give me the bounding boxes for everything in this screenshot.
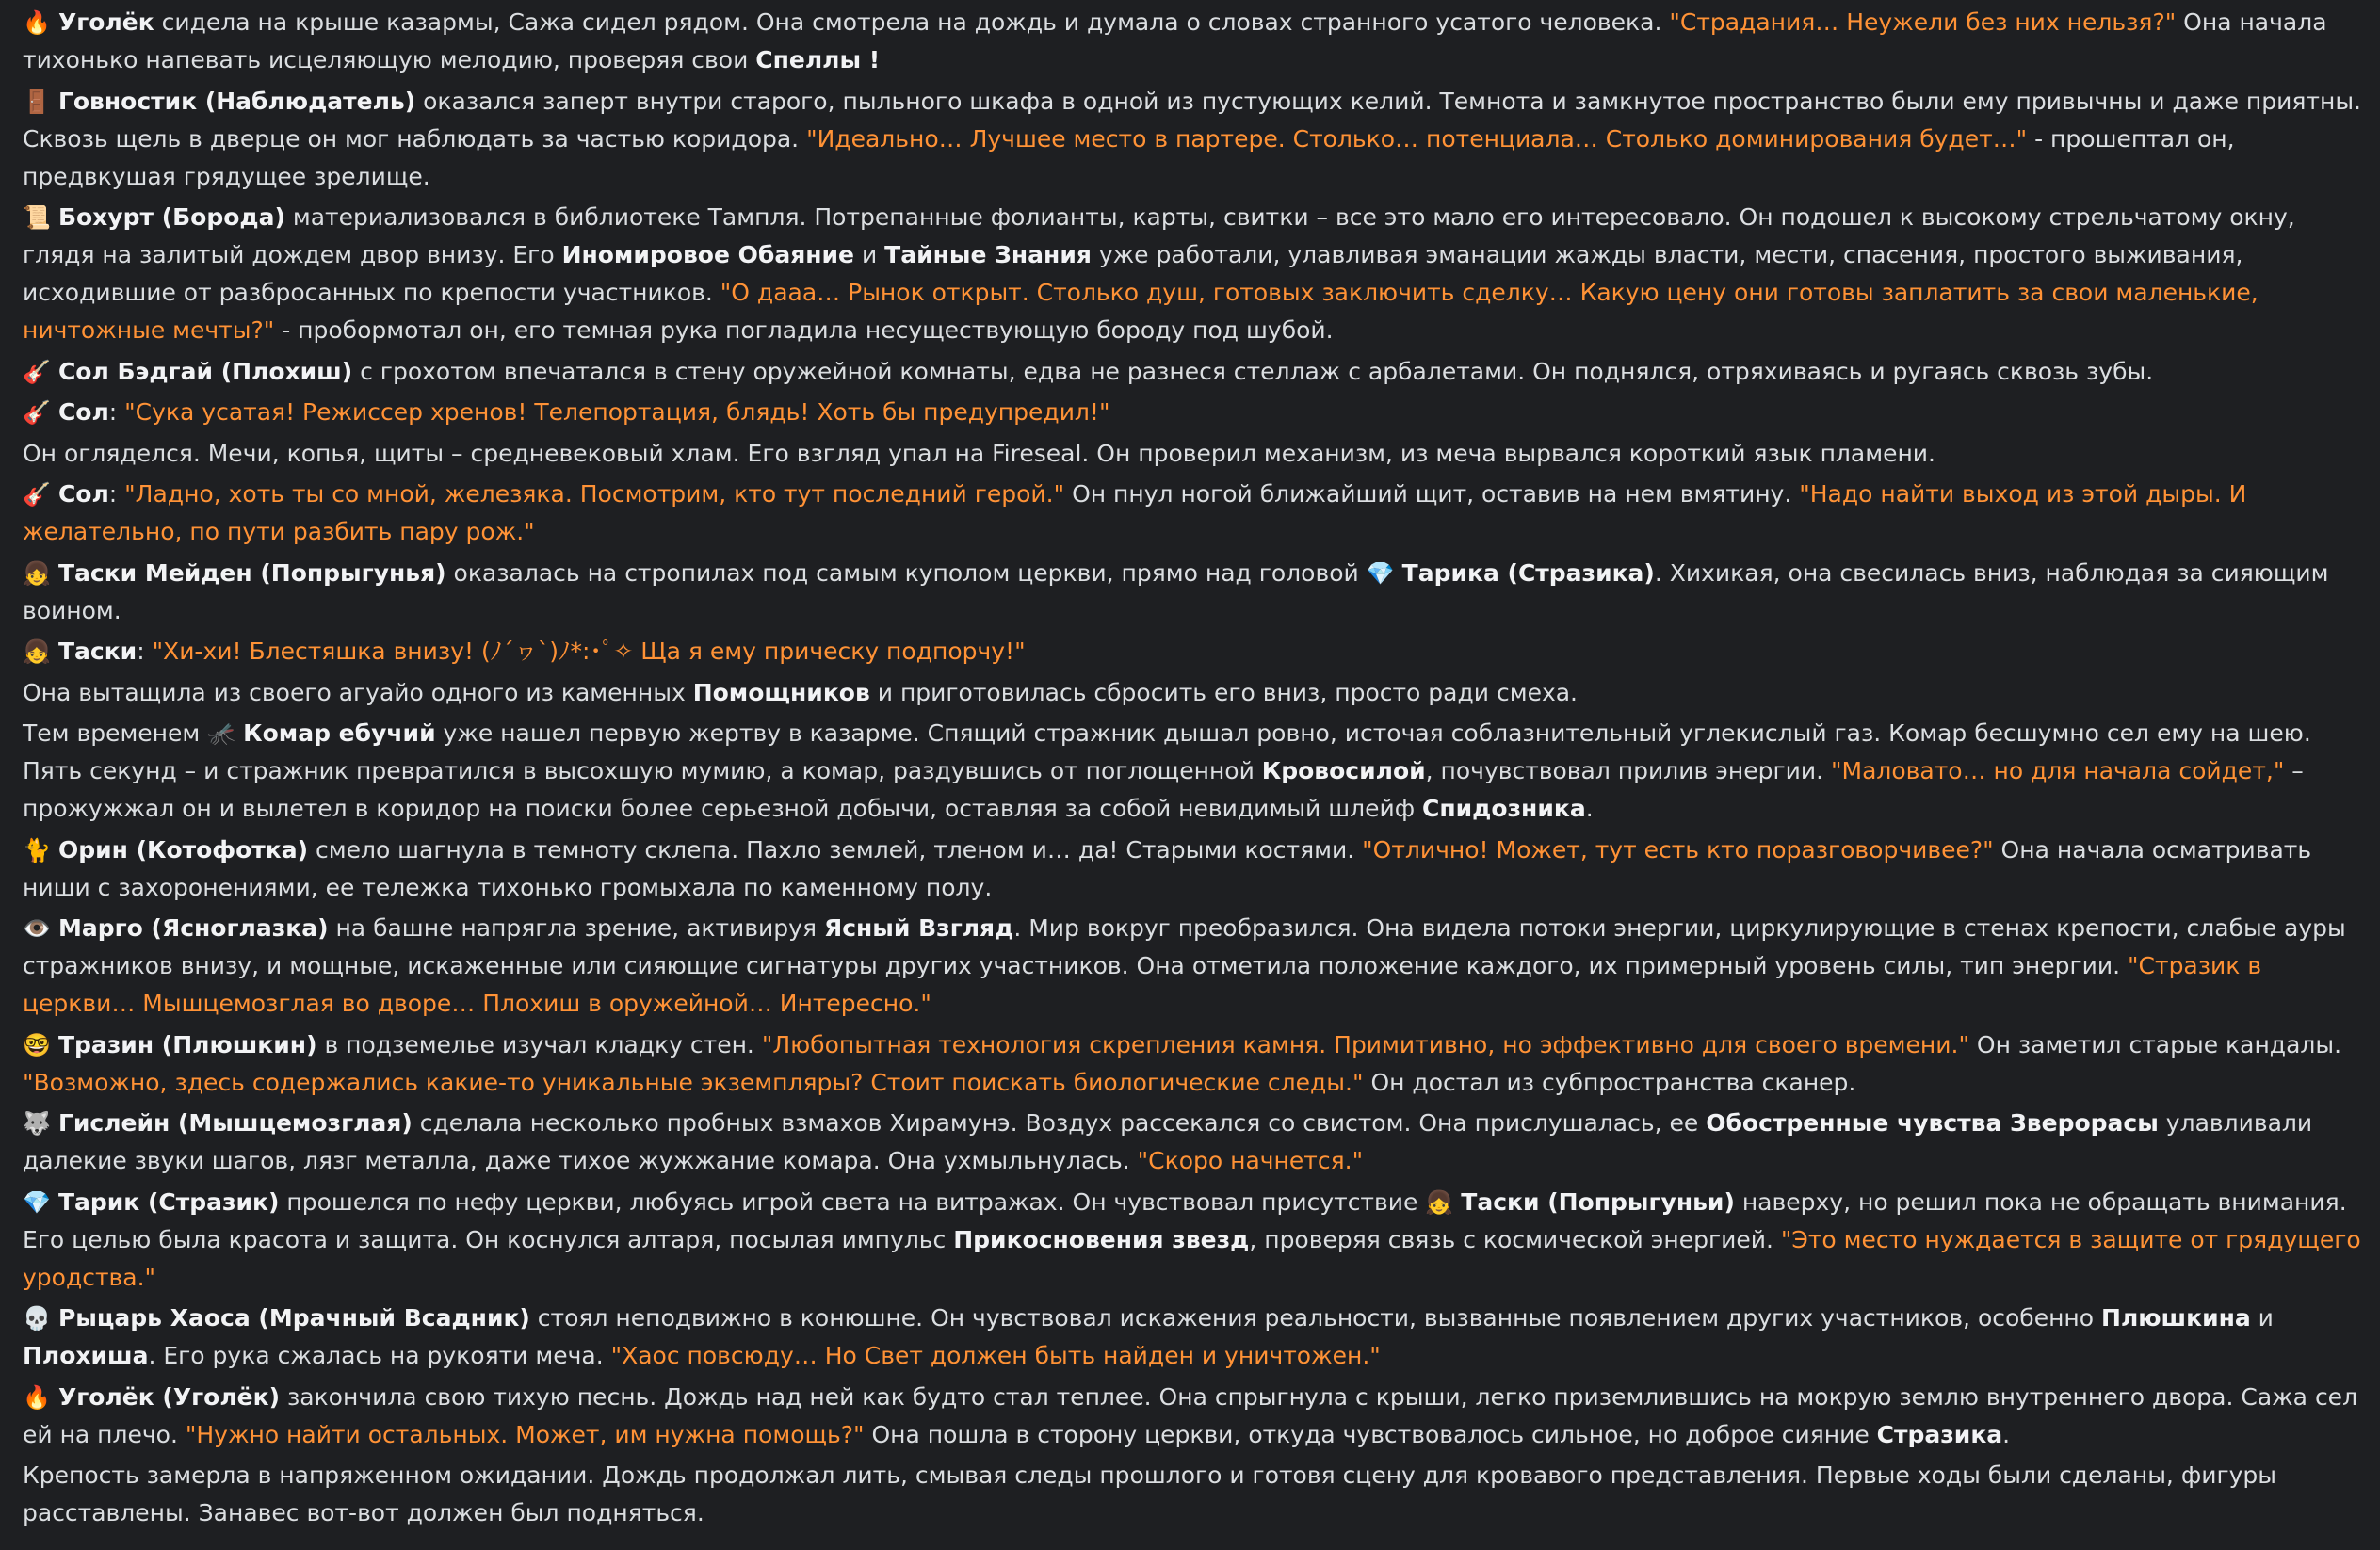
bold-name: Стразика (1876, 1420, 2003, 1448)
message-paragraph (23, 1184, 2368, 1297)
bold-name: Таски (Попрыгуньи) (1461, 1187, 1735, 1216)
girl-icon: 👧 (1425, 1188, 1454, 1216)
message-text: – прожужжал он и вылетел в коридор на поиски более серьезной добычи, оставляя за собой невидимый шлейф (23, 757, 2304, 822)
bold-name: Таски (57, 638, 138, 665)
message-text: уже нашел первую жертву в казарме. Спящий стражник дышал ровно, источая соблазнительный углекислый газ. Комар бесшумно сел ему на шею. Пять секунд – и стражник превратился в высохшую мумию, а комар, раздувшись от поглощенной (23, 719, 2311, 784)
message-text: закончила свою тихую песнь. Дождь над ней как будто стал теплее. Она спрыгнула с крыши, легко приземлившись на мокрую землю внутреннего двора. Сажа сел ей на плечо. (23, 1382, 2358, 1448)
bold-name: Тарик (Стразик) (57, 1187, 280, 1216)
bold-name: Гислейн (Мышцемозглая) (57, 1109, 413, 1137)
bold-name: Ясный Взгляд (823, 914, 1014, 942)
message-text: : (108, 480, 125, 508)
message-text: Он пнул ногой ближайший щит, оставив на нем вмятину. (1064, 480, 1800, 508)
bold-name: Кровосилой (1261, 757, 1426, 784)
quoted-speech: "Это место нуждается в защите от грядущего уродства." (23, 1225, 2361, 1291)
bold-name: Помощников (692, 678, 870, 706)
bold-name: Иномировое Обаяние (561, 241, 854, 268)
mosquito-icon: 🦟 (207, 720, 236, 747)
bold-name: Сол (57, 398, 109, 426)
quoted-speech: "Страдания… Неужели без них нельзя?" (1669, 8, 2177, 36)
message-text: оказался заперт внутри старого, пыльного шкафа в одной из пустующих келий. Темнота и замкнутое пространство были ему привычны и даже приятны. Сквозь щель в дверце он мог наблюдать за частью коридора. (23, 87, 2362, 153)
quoted-speech: "Стразик в церкви… Мышцемозглая во дворе… Плохиш в оружейной… Интересно." (23, 952, 2262, 1017)
girl-icon: 👧 (23, 638, 51, 665)
bold-name: Прикосновения звезд (953, 1225, 1250, 1253)
skull-icon: 💀 (23, 1305, 51, 1332)
quoted-speech: "Надо найти выход из этой дыры. И желательно, по пути разбить пару рож." (23, 480, 2247, 545)
bold-name: Рыцарь Хаоса (Мрачный Всадник) (57, 1304, 530, 1332)
message-paragraph (23, 910, 2368, 1023)
message-text: : (137, 638, 153, 665)
message-paragraph (23, 1105, 2368, 1180)
quoted-speech: "О дааа… Рынок открыт. Столько душ, готовых заключить сделку… Какую цену они готовы заплатить за свои маленькие, ничтожные мечты?" (23, 279, 2259, 344)
bold-name: Спеллы ! (755, 46, 881, 73)
message-paragraph (23, 394, 2368, 431)
quoted-speech: "Хи-хи! Блестяшка внизу! (ﾉ´ヮ`)ﾉ*:･ﾟ✧ Ща я ему прическу подпорчу!" (152, 638, 1026, 665)
message-paragraph (23, 1300, 2368, 1375)
message-text: Она начала осматривать ниши с захоронениями, ее тележка тихонько громыхала по каменному полу. (23, 835, 2312, 901)
wolf-icon: 🐺 (23, 1110, 51, 1137)
chat-message-content (23, 4, 2368, 1536)
bold-name: Таски Мейден (Попрыгунья) (57, 558, 446, 587)
message-text: прошелся по нефу церкви, любуясь игрой света на витражах. Он чувствовал присутствие (279, 1187, 1426, 1216)
message-text: с грохотом впечатался в стену оружейной комнаты, едва не разнеся стеллаж с арбалетами. Он поднялся, отряхиваясь и ругаясь сквозь зубы. (352, 357, 2154, 385)
message-text: : (108, 398, 125, 426)
message-text: Крепость замерла в напряженном ожидании. Дождь продолжал лить, смывая следы прошлого и готовя сцену для кровавого представления. Первые ходы были сделаны, фигуры расставлены. Занавес вот-вот должен был подняться. (23, 1461, 2276, 1526)
message-paragraph (23, 199, 2368, 349)
message-text: Он достал из субпространства сканер. (1363, 1068, 1856, 1096)
message-paragraph (23, 1026, 2368, 1102)
message-paragraph (23, 1457, 2368, 1532)
bold-name: Орин (Котофотка) (57, 835, 309, 864)
gem-icon: 💎 (23, 1188, 51, 1216)
quoted-speech: "Скоро начнется." (1137, 1147, 1364, 1174)
message-text: стоял неподвижно в конюшне. Он чувствовал искажения реальности, вызванные появлением других участников, особенно (529, 1304, 2102, 1332)
message-text: уже работали, улавливая эманации жажды власти, мести, спасения, простого выживания, исходившие от разбросанных по крепости участников. (23, 241, 2243, 306)
scroll-icon: 📜 (23, 204, 51, 231)
bold-name: Сол (57, 480, 109, 508)
bold-name: Спидозника (1422, 795, 1586, 822)
message-paragraph (23, 435, 2368, 473)
quoted-speech: "Маловато… но для начала сойдет," (1831, 757, 2285, 784)
message-text: Тем временем (23, 719, 208, 747)
message-paragraph (23, 1379, 2368, 1454)
nerd-icon: 🤓 (23, 1031, 51, 1058)
message-text: и приготовилась сбросить его вниз, просто ради смеха. (869, 678, 1579, 706)
message-paragraph (23, 715, 2368, 828)
bold-name: Плохиша (23, 1342, 149, 1369)
bold-name: Комар ебучий (243, 719, 436, 747)
bold-name: Уголёк (57, 8, 154, 36)
quoted-speech: "Любопытная технология скрепления камня. Примитивно, но эффективно для своего времени." (761, 1030, 1969, 1058)
message-text: сидела на крыше казармы, Сажа сидел рядом. Она смотрела на дождь и думала о словах странного усатого человека. (154, 8, 1670, 36)
message-text: улавливали далекие звуки шагов, лязг металла, даже тихое жужжание комара. Она ухмыльнулась. (23, 1109, 2313, 1174)
bold-name: Плюшкина (2101, 1304, 2251, 1332)
bold-name: Бохурт (Борода) (57, 203, 285, 231)
message-paragraph (23, 674, 2368, 712)
bold-name: Уголёк (Уголёк) (57, 1382, 280, 1411)
eye-icon: 👁️ (23, 915, 51, 942)
bold-name: Обостренные чувства Зверорасы (1706, 1109, 2159, 1137)
message-text: Она начала тихонько напевать исцеляющую мелодию, проверяя свои (23, 8, 2327, 73)
girl-icon: 👧 (23, 559, 51, 587)
bold-name: Тайные Знания (884, 241, 1092, 268)
message-text: наверху, но решил пока не обращать внимания. Его целью была красота и защита. Он коснулся алтаря, посылая импульс (23, 1187, 2347, 1253)
message-paragraph (23, 832, 2368, 907)
quoted-speech: "Ладно, хоть ты со мной, железяка. Посмотрим, кто тут последний герой." (124, 480, 1065, 508)
fire-icon: 🔥 (23, 9, 51, 36)
door-icon: 🚪 (23, 88, 51, 115)
guitar-icon: 🎸 (23, 358, 51, 385)
message-paragraph (23, 4, 2368, 79)
message-text: , проверяя связь с космической энергией. (1249, 1225, 1781, 1253)
quoted-speech: "Сука усатая! Режиссер хренов! Телепортация, блядь! Хоть бы предупредил!" (124, 398, 1110, 426)
message-text: Она вытащила из своего агуайо одного из каменных (23, 678, 693, 706)
message-text: смело шагнула в темноту склепа. Пахло землей, тленом и… да! Старыми костями. (308, 835, 1363, 864)
quoted-speech: "Хаос повсюду… Но Свет должен быть найден и уничтожен." (610, 1342, 1381, 1369)
message-paragraph (23, 353, 2368, 391)
message-text: и (2250, 1304, 2274, 1332)
bold-name: Тразин (Плюшкин) (57, 1030, 317, 1058)
quoted-speech: "Отлично! Может, тут есть кто поразговорчивее?" (1362, 835, 1994, 864)
message-text: . Мир вокруг преобразился. Она видела потоки энергии, циркулирующие в стенах крепости, слабые ауры стражников внизу, и мощные, искаженные или сияющие сигнатуры других участников. Она отметила положение каждого, их примерный уровень силы, тип энергии. (23, 914, 2346, 979)
message-text: Она пошла в сторону церкви, откуда чувствовалось сильное, но доброе сияние (864, 1420, 1877, 1448)
bold-name: Говностик (Наблюдатель) (57, 87, 416, 115)
message-text: . Его рука сжалась на рукояти меча. (148, 1342, 611, 1369)
fire-icon: 🔥 (23, 1383, 51, 1411)
message-text: Он заметил старые кандалы. (1968, 1030, 2342, 1058)
guitar-icon: 🎸 (23, 481, 51, 508)
message-text: на башне напрягла зрение, активируя (328, 914, 824, 942)
message-text: . (2002, 1420, 2011, 1448)
message-text: . (1585, 795, 1594, 822)
message-paragraph (23, 83, 2368, 196)
message-paragraph (23, 555, 2368, 630)
message-text: материализовался в библиотеке Тампля. Потрепанные фолианты, карты, свитки – все это мало его интересовало. Он подошел к высокому стрельчатому окну, глядя на залитый дождем двор внизу. Его (23, 203, 2295, 268)
message-text: Он огляделся. Мечи, копья, щиты – средневековый хлам. Его взгляд упал на Fireseal. Он проверил механизм, из меча вырвался короткий язык пламени. (23, 439, 1936, 467)
guitar-icon: 🎸 (23, 399, 51, 426)
message-paragraph (23, 476, 2368, 551)
message-text: и (854, 241, 885, 268)
message-paragraph (23, 633, 2368, 670)
message-text: сделала несколько пробных взмахов Хирамунэ. Воздух рассекался со свистом. Она прислушалась, ее (412, 1109, 1707, 1137)
bold-name: Сол Бэдгай (Плохиш) (57, 357, 353, 385)
gem-icon: 💎 (1366, 559, 1395, 587)
cat-icon: 🐈 (23, 836, 51, 864)
bold-name: Тарика (Стразика) (1401, 558, 1655, 587)
message-text: . Хихикая, она свесилась вниз, наблюдая за сияющим воином. (23, 558, 2329, 624)
message-text: оказалась на стропилах под самым куполом церкви, прямо над головой (445, 558, 1367, 587)
quoted-speech: "Нужно найти остальных. Может, им нужна помощь?" (185, 1420, 865, 1448)
message-text: - пробормотал он, его темная рука погладила несуществующую бороду под шубой. (274, 316, 1334, 344)
bold-name: Марго (Ясноглазка) (57, 914, 329, 942)
message-text: - прошептал он, предвкушая грядущее зрелище. (23, 124, 2235, 190)
quoted-speech: "Возможно, здесь содержались какие-то уникальные экземпляры? Стоит поискать биологические следы." (23, 1068, 1364, 1096)
message-text: в подземелье изучал кладку стен. (316, 1030, 762, 1058)
message-text: , почувствовал прилив энергии. (1425, 757, 1831, 784)
quoted-speech: "Идеально… Лучшее место в партере. Столько… потенциала… Столько доминирования будет…" (806, 124, 2028, 153)
